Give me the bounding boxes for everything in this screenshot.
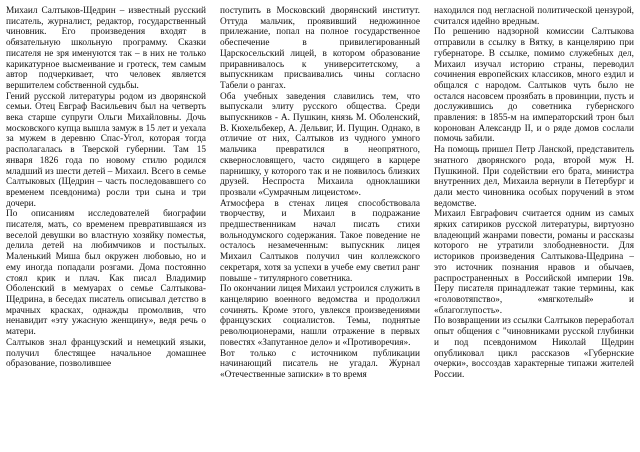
paragraph: поступить в Московский дворянский институт. Оттуда мальчик, проявивший недюжинное прилежание, попал на полное государственное обеспечение в привилегированный Царскосельский лицей, в котором образование приравнивалось к университетскому, а выпускникам присваивались чины согласно Табели о рангах. (220, 6, 420, 91)
paragraph: Михаил Евграфович считается одним из самых ярких сатириков русской литературы, виртуозно владеющий жанрами повести, романы и рассказы которого не утратили злободневности. Для историков произведения Салтыкова-Щедрина – это источник познания нравов и обычаев, распространенных в Российской империи 19в. Перу писателя принадлежат такие термины, как «головотяпство», «мягкотелый» и «благоглупость». (434, 209, 634, 316)
text-column-2 (220, 6, 420, 450)
text-column-3 (434, 6, 634, 450)
paragraph: Оба учебных заведения славились тем, что выпускали элиту русского общества. Среди выпускников - А. Пушкин, князь М. Оболенский, В. Кюхельбекер, А. Дельвиг, И. Пущин. Однако, в отличие от них, Салтыков из чудного умного мальчика превратился в неопрятного, сквернословящего, часто сидящего в карцере парнишку, у которого так и не появилось близких друзей. Неспроста Михаила одноклашики прозвали «Сумрачным лицеистом». (220, 91, 420, 198)
paragraph: Вот только с источником публикации начинающий писатель не угадал. Журнал «Отечественные записки» в то время (220, 348, 420, 380)
paragraph: На помощь пришел Петр Ланской, представитель знатного дворянского рода, второй муж Н. Пушкиной. При содействии его брата, министра внутренних дел, Михаила вернули в Петербург и дали место чиновника особых поручений в этом ведомстве. (434, 145, 634, 209)
paragraph: Михаил Салтыков-Щедрин – известный русский писатель, журналист, редактор, государственный чиновник. Его произведения входят в обязательную школьную программу. Сказки писателя не зря именуются так – в них не только карикатурное высмеивание и гротеск, тем самым автор подчеркивает, что человек является вершителем собственной судьбы. (6, 6, 206, 91)
text-column-1 (6, 6, 206, 450)
paragraph: По окончании лицея Михаил устроился служить в канцелярию военного ведомства и продолжил сочинять. Кроме этого, увлекся произведениями французских социалистов. Темы, поднятые революционерами, нашли отражение в первых повестях «Запутанное дело» и «Противоречия». (220, 284, 420, 348)
paragraph: По описаниям исследователей биографии писателя, мать, со временем превратившаяся из веселой девушки во властную хозяйку поместья, делила детей на любимчиков и постылых. Маленький Миша был окружен любовью, но и ему иногда попадали розгами. Дома постоянно стоял крик и плач. Как писал Владимир Оболенский в мемуарах о семье Салтыкова-Щедрина, в беседах писатель описывал детство в мрачных красках, однажды промолвив, что ненавидит «эту ужасную женщину», ведя речь о матери. (6, 209, 206, 338)
paragraph: Салтыков знал французский и немецкий языки, получил блестящее начальное домашнее образование, позволившее (6, 337, 206, 370)
paragraph: По возвращении из ссылки Салтыков переработал опыт общения с "чиновниками русской глубинки и под псевдонимом Николай Щедрин опубликовал цикл рассказов «Губернские очерки», воссоздав характерные типажи жителей России. (434, 316, 634, 380)
paragraph: находился под негласной политической цензурой, считался идейно вредным. (434, 6, 634, 27)
paragraph: Атмосфера в стенах лицея способствовала творчеству, и Михаил в подражание предшественникам начал писать стихи вольнодумского содержания. Такое поведение не осталось незамеченным: выпускник лицея Михаил Салтыков получил чин коллежского секретаря, хотя за успехи в учебе ему светил ранг повыше - титулярного советника. (220, 198, 420, 284)
paragraph: По решению надзорной комиссии Салтыкова отправили в ссылку в Вятку, в канцелярию при губернаторе. В ссылке, помимо служебных дел, Михаил изучал историю страны, переводил сочинения европейских классиков, много ездил и общался с народом. Салтыков чуть было не остался насовсем прозябать в провинции, пусть и дослужившись до советника губернского правления: в 1855-м на императорский трон был коронован Александр II, и о ряде домов сослали помочь забили. (434, 27, 634, 145)
paragraph: Гений русской литературы родом из дворянской семьи. Отец Евграф Васильевич был на четверть века старше супруги Ольги Михайловны. Дочь московского купца вышла замуж в 15 лет и уехала за мужем в деревню Спас-Угол, которая тогда располагалась в Тверской губернии. Там 15 января 1826 года по новому стилю родился младший из шести детей – Михаил. Всего в семье Салтыковых (Щедрин – часть последовавшего со временем псевдонима) росли три сына и три дочери. (6, 91, 206, 209)
